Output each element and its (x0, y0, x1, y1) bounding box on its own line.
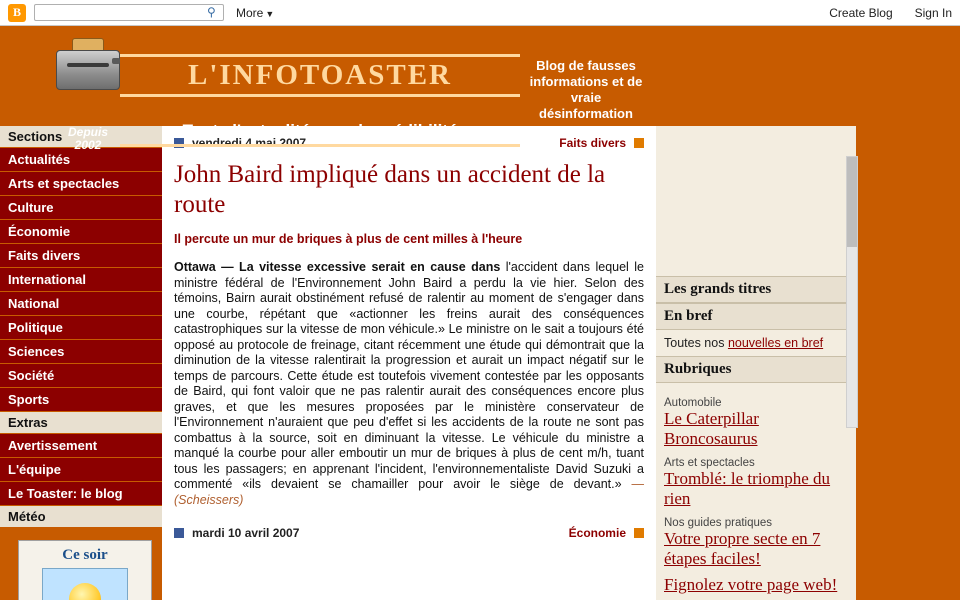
post-bullet-icon (174, 528, 184, 538)
blog-page (0, 26, 912, 600)
rubrique-category: Automobile (664, 397, 722, 409)
rubrique-link[interactable]: Tromblé: le triomphe du rien (664, 469, 831, 508)
scrollbar[interactable] (846, 156, 858, 428)
post-signature: — (Scheissers) (174, 477, 644, 507)
rubrique-link[interactable]: Fignolez votre page web! (664, 575, 838, 594)
since-line2: 2002 (74, 138, 102, 152)
sidebar-extras-header: Extras (0, 412, 162, 434)
sun-icon (42, 568, 128, 600)
sidebar-sections-header: Sections (0, 126, 162, 148)
rubrique-category: Arts et spectacles (664, 457, 755, 469)
since-line1: Depuis (67, 125, 108, 139)
sidebar-item-sciences[interactable]: Sciences (0, 340, 162, 364)
post-category[interactable]: Faits divers (559, 136, 626, 150)
post-category[interactable]: Économie (568, 526, 626, 540)
brief-link[interactable]: nouvelles en bref (727, 336, 824, 350)
rubrique-link[interactable]: Le Caterpillar Broncosaurus (664, 409, 759, 448)
sidebar-item-international[interactable]: International (0, 268, 162, 292)
navbar-right (829, 6, 952, 20)
weather-title: Ce soir (62, 547, 108, 563)
sidebar-item-faits-divers[interactable]: Faits divers (0, 244, 162, 268)
headlines-header: Les grands titres (656, 276, 856, 303)
chevron-down-icon: ▼ (265, 8, 275, 19)
post-dateline: Ottawa — La vitesse excessive serait en cause dans (174, 260, 501, 274)
sidebar-item-actualites[interactable]: Actualités (0, 148, 162, 172)
sidebar-item-avertissement[interactable]: Avertissement (0, 434, 162, 458)
rubrique-category: Nos guides pratiques (664, 517, 773, 529)
site-tagline: Toute l'actualité sans la crédibilité (120, 115, 520, 147)
more-label: More (236, 5, 264, 20)
sidebar-item-societe[interactable]: Société (0, 364, 162, 388)
sidebar (0, 126, 162, 600)
sidebar-item-arts[interactable]: Arts et spectacles (0, 172, 162, 196)
blog-description: Blog de fausses informations et de vraie désinformation (529, 58, 643, 121)
rubrique-link[interactable]: Votre propre secte en 7 étapes faciles! (664, 529, 821, 568)
post-lead: Il percute un mur de briques à plus de cent milles à l'heure (174, 232, 523, 246)
post-date: vendredi 4 mai 2007 (192, 136, 307, 150)
right-top-spacer (656, 126, 856, 276)
rubriques-header: Rubriques (656, 356, 856, 383)
sidebar-item-politique[interactable]: Politique (0, 316, 162, 340)
sidebar-item-national[interactable]: National (0, 292, 162, 316)
since-label (46, 126, 130, 152)
brief-body (656, 330, 856, 356)
category-bullet-icon (634, 528, 644, 538)
brief-header: En bref (656, 303, 856, 330)
page-title: L'INFOTOASTER (120, 54, 520, 97)
search-icon[interactable]: ⚲ (207, 5, 216, 19)
post-title[interactable]: John Baird impliqué dans un accident de la route (174, 161, 606, 218)
toaster-icon (56, 36, 118, 88)
search-field-wrapper (34, 4, 224, 21)
rubriques-body (656, 383, 856, 600)
post-body (174, 260, 644, 508)
sidebar-item-equipe[interactable]: L'équipe (0, 458, 162, 482)
sidebar-item-economie[interactable]: Économie (0, 220, 162, 244)
more-menu[interactable] (236, 6, 274, 20)
right-column (656, 126, 856, 600)
search-input[interactable] (34, 4, 224, 21)
sign-in-link[interactable]: Sign In (914, 5, 952, 20)
brief-text: Toutes nos (664, 336, 728, 350)
sidebar-meteo-header: Météo (0, 506, 162, 528)
scrollbar-thumb[interactable] (847, 157, 857, 247)
sidebar-item-le-toaster[interactable]: Le Toaster: le blog (0, 482, 162, 506)
post-text: l'accident dans lequel le ministre fédéral de l'Environnement John Baird a perdu la vie hier. Selon des témoins, Bairn aurait obstinément refusé de ralentir au moment de s'engager dans une courbe, répétant que «actionner les freins aurait des conséquences catastrophiques sur la vitesse de mon véhicule.» Le ministre on le sait a toujours été opposé au protocole de freinage, citant récemment une étude qui démontrait que la diminution de la vitesse ralentirait la progression et aurait un impact négatif sur le temps de parcours. Cette étude est toutefois vivement contestée par les opposants de Baird, qui font valoir que ne pas ralentir aurait des conséquences encore plus graves, et que les mesures proposées par le ministère conservateur de l'Environnement n'auraient que peu d'effet si les accidents de la route ne sont pas combattus à la source, soit en diminuant la vitesse. Le véhicule du ministre a manqué la courbe pour aller emboutir un mur de briques à plus de cent m/h, tuant tous les passagers; en apprenant l'incident, l'environnementaliste David Suzuki a commenté «ils devaient se chamailler pour avoir le siège de devant.» (174, 260, 645, 491)
post-date: mardi 10 avril 2007 (192, 526, 300, 540)
main-content (162, 126, 656, 600)
blogger-icon[interactable]: B (8, 4, 26, 22)
post-header-2 (174, 526, 644, 540)
content-columns (0, 126, 912, 600)
weather-widget (18, 540, 152, 600)
sidebar-item-culture[interactable]: Culture (0, 196, 162, 220)
sidebar-item-sports[interactable]: Sports (0, 388, 162, 412)
category-bullet-icon (634, 138, 644, 148)
create-blog-link[interactable]: Create Blog (829, 5, 893, 20)
title-block (120, 54, 520, 147)
blogger-navbar (0, 0, 960, 26)
